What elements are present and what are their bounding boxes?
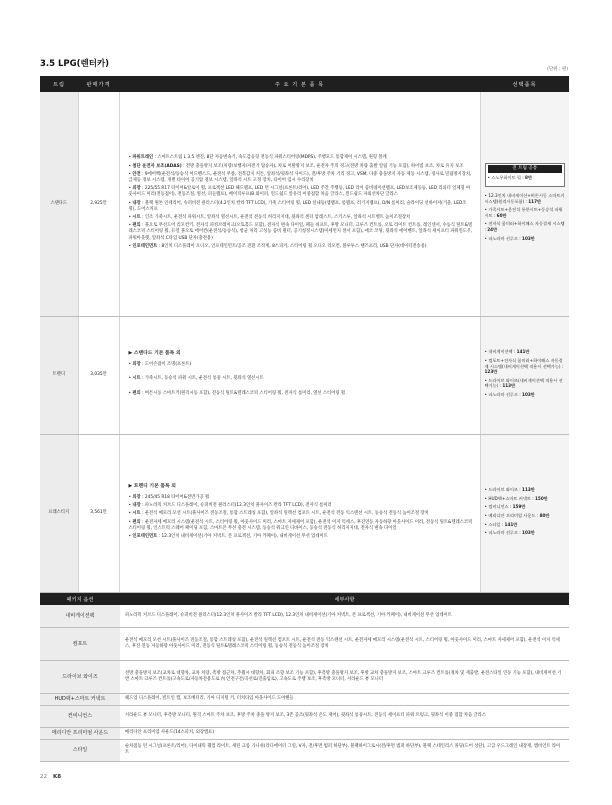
option-item: • 파노라마 선루프 : 103만 <box>484 530 535 536</box>
package-row <box>40 705 569 727</box>
trim-name: 트렌디 <box>40 316 78 434</box>
trim-price: 2,925만 <box>78 92 119 316</box>
spec-item: • 시트 : 운전석 메모리 모션 시트(풀사이즈 전동조절, 통합 스트레칭 포함), 앞좌석 릴렉션 컴포트 시트, 운전석 전동 익스텐션 시트, 동승석 전동식 높이조절 장치 <box>128 511 429 517</box>
package-row <box>40 727 569 739</box>
spec-item: • 편의 : 버튼시동 스마트키(원격시동 포함), 전동식 틸트&텔레스코픽 스티어링 휠, 전자식 룸미러, 열선 스티어링 휠 <box>128 390 346 396</box>
header-options: 선택품목 <box>480 76 569 92</box>
option-item: • 드라이브 와이즈 : 113만 <box>484 487 535 493</box>
option-item: • 스노우화이트 펄 : 8만 <box>487 175 533 181</box>
common-option-box <box>485 163 566 187</box>
package-header-row <box>40 593 569 605</box>
spec-list <box>119 434 480 592</box>
spec-list <box>119 92 480 316</box>
option-item: • 파노라마 선루프 : 103만 <box>484 235 535 241</box>
option-item: • 전자식 룸미러+하이패스 자동결제 시스템 : 24만 <box>484 221 565 232</box>
option-item: • 메리디안 프리미엄 사운드 : 80만 <box>484 513 550 518</box>
table-header-row <box>40 76 569 92</box>
page-footer <box>40 774 61 780</box>
package-name: 메리디안 프리미엄 사운드 <box>40 727 120 739</box>
option-item: • HUD팩+스마트 커넥트 : 150만 <box>484 495 548 501</box>
unit-note: (단위 : 원) <box>547 67 568 72</box>
option-item: • 12.3인치 내비게이션+버튼시동 스마트키 시스템(원격시동포함) : 117만 <box>484 193 565 204</box>
option-list <box>480 434 569 592</box>
package-row <box>40 660 569 693</box>
header-spec: 주 요 기 본 품 목 <box>119 76 480 92</box>
trim-spec-table <box>40 76 569 593</box>
spec-item: • 시트 : 인조 가죽시트, 운전석 파워시트, 앞좌석 열선시트, 운전석 전동식 허리지지대, 뒷좌석 센터 암레스트, 스키스루, 앞좌석 시트벨트 높이조절장치 <box>128 215 411 221</box>
spec-item: • 내장 : 파노라믹 커브드 디스플레이, 슈퍼비전 클러스터(12.3인치 풀사이즈 칼라 TFT LCD), 전자식 룸미러 <box>128 503 332 509</box>
header-detail: 세부사항 <box>120 593 569 605</box>
spec-item: • 시트 : 가죽시트, 동승석 파워 시트, 운전석 통풍 시트, 뒷좌석 열선시트 <box>128 376 264 382</box>
spec-item: • 편의 : 풀오토 무선도어 리모컨키, 전자식 파킹브레이크(오토홀드 포함), 전자식 변속 다이얼, 패들 쉬프트, 후방 모니터, 크루즈 컨트롤, 오토 라이트 컨트롤, 레인센서, 수동식 틸트&텔레스코픽 스티어링 휠, 듀얼 풀오토 에어컨(운전석/동승석), 항균 처리 고성능 콤비 필터, 공기청정시스템(미세먼지 센서 포함), 애코 코팅, 뒷좌석 에어벤트, 앞좌석 세이프티 파워윈도우, 파워아웃렛, 앞좌석 C타입 USB 단자(충전용) <box>128 223 473 241</box>
trim-row-trendy <box>40 316 569 434</box>
package-row <box>40 605 569 627</box>
spec-item: • 인포테인먼트 : 8인치 디스플레이 오디오, 인포테인먼트/공조 전환 조작계, 8스피커, 스티어링 휠 오디오 리모컨, 블루투스 핸즈프리, USB 단자(데이터전송용) <box>128 243 427 249</box>
trim-row-prestige <box>40 434 569 592</box>
trim-price: 3,561만 <box>78 434 119 592</box>
header-trim: 트림 <box>40 76 78 92</box>
model-name: K8 <box>53 774 62 780</box>
option-item: • 파노라마 선루프 : 103만 <box>484 391 535 397</box>
package-detail: 메리디안 프리미엄 사운드(14스피커, 외장앰프) <box>120 727 569 739</box>
package-name: 컨비니언스 <box>40 705 120 727</box>
option-item: • 스타일 : 141만 <box>484 521 518 527</box>
option-item: • 컴비니언스 : 159만 <box>484 504 526 510</box>
package-detail: 파노라믹 커브드 디스플레이, 슈퍼비전 클러스터(12.3인치 풀사이즈 칼라 TFT LCD), 12.3인치 내비게이션(기아 커넥트, 폰 프로젝션, 기아 카페이), 내비게이션 무선 업데이트 <box>120 605 569 627</box>
spec-item: • 안전 : 9에어백(운전석/동승석 어드밴스드, 운전석 무릎, 전복감지 커튼, 앞좌석/뒷좌석 사이드), 전/후방 주차 거리 경고, VSM, 다중 충돌방지 자동 제동 시스템, 경사로 밀림방지장치, 급제동 경보 시스템, 개별 타이어 공기압 경보 시스템, 앞좌석 시트 고정 장치, 타이어 임시 수리장치 <box>128 171 472 184</box>
package-detail: 운전석 메모리 모션 시트(풀사이즈 전동조절, 통합 스트레칭 포함), 운전석 릴렉션 컴포트 시트, 운전석 전동 익스텐션 시트, 운전자세 메모리 시스템(운전석 시트, 스티어링 휠, 아웃사이드 미러, 스마트 자세제어 포함), 운전석 이지 억세스, 후진 연동 자동하향 아웃사이드 미러, 전동식 틸트&텔레스코픽 스티어링 휠, 동승석 전동식 높이조절 장치 <box>120 627 569 660</box>
spec-list <box>119 316 480 434</box>
spec-intro: ▶ 스탠다드 기본 품목 외 <box>128 351 181 357</box>
option-item: • 가죽시트+운전석 통풍시트+동승석 파워시트 : 60만 <box>484 207 563 218</box>
spec-item: • 첨단 운전자 보조(ADAS) : 전방 충돌방지 보조(차량/보행자/자전거 탑승자), 차로 이탈방지 보조, 운전자 주의 경고(전방 차량 출발 알림 기능 포함), 하이빔 보조, 차로 유지 보조 <box>128 163 464 169</box>
spec-item: • 외장 : 245/45 R18 타이어&전면가공 휠 <box>128 494 210 500</box>
package-name: 드라이브 와이즈 <box>40 660 120 693</box>
option-list <box>480 92 569 316</box>
trim-price: 3,035만 <box>78 316 119 434</box>
common-option-title: 전 트림 공통 <box>488 165 563 173</box>
package-name: 컴포트 <box>40 627 120 660</box>
package-detail: 순차점등 턴 시그널(프론트/리어), 다이내믹 웰컴 라이트, 새틴 크롬 가니쉬(라디에이터 그릴, V자, 전/후면 범퍼 하단부), 블랙하이그로시(전/후면 범퍼 하단부), 블랙 스테인리스 몰딩(도어 상단), 고급 우드그레인 내장재, 앰비언트 라이트 <box>120 739 569 761</box>
spec-item: • 인포테인먼트 : 12.3인치 내비게이션(기아 커넥트, 폰 프로젝션, 기아 카페이), 내비게이션 무선 업데이트 <box>128 534 328 540</box>
spec-item: • 편의 : 운전자세 메모리 시스템(운전석 시트, 스티어링 휠, 아웃사이드 미러, 스마트 자세제어 포함), 운전석 이지 억세스, 후진연동 자동하향 아웃사이드 미러, 전동식 틸트&텔레스코픽 스티어링 휠, 인스트럭 스퀘어 페이딩 포함, 스마트폰 무선 충전 시스템, 동승석 워크인 디바이스, 동승석 전동식 허리지지대, 전자식 변속 다이얼 <box>128 519 473 531</box>
package-name: HUD팩+스마트 커넥트 <box>40 693 120 705</box>
package-row <box>40 627 569 660</box>
trim-name: 스탠다드 <box>40 92 78 316</box>
header-price: 판매가격 <box>78 76 119 92</box>
package-detail: 서라운드 뷰 모니터, 후측방 모니터, 원격 스마트 주차 보조, 후방 주차 충돌 방지 보조, 3존 공조(뒷좌석 온도 제어), 뒷좌석 통풍시트, 전동식 세이프티 파워 트렁크, 뒷좌석 이중 접합 차음 글라스 <box>120 705 569 727</box>
package-name: 내비게이션팩 <box>40 605 120 627</box>
option-item: • 드라이브 와이즈(내비게이션팩 적용시 선택가능) : 113만 <box>484 377 563 389</box>
option-list <box>480 316 569 434</box>
package-row <box>40 739 569 761</box>
trim-name: 프레스티지 <box>40 434 78 592</box>
section-title: 3.5 LPG(렌터카) <box>40 59 110 69</box>
package-detail: 헤드업 디스플레이, 빌트인 캠, 보조배터리, 기아 디지털 키, 터치타입 아웃사이드 도어핸들 <box>120 693 569 705</box>
header-package: 패키지 옵션 <box>40 593 120 605</box>
page-number: 22 <box>40 774 47 780</box>
spec-item: • 외장 : 도어손잡이 조명(프론트) <box>128 362 192 368</box>
package-row <box>40 693 569 705</box>
package-detail: 전방 충돌방지 보조(교차로 대향차, 교차 차량, 측방 접근차, 추월시 대향차, 회피 조향 보조 기능 포함), 후측방 충돌방지 보조, 후방 교차 충돌방지 보조, 스마트 크루즈 컨트롤(정차 및 재출발, 운전스타일 연동 기능 포함), 내비게이션 기반 스마트 크루즈 컨트롤(고속도로/자동차전용도로 內 안전구간/곡선로/진출입로), 고속도로 주행 보조, 후측방 모니터, 서라운드 뷰 모니터 <box>120 660 569 693</box>
option-item: • 내비게이션팩 : 141만 <box>484 349 530 355</box>
spec-item: • 파워트레인 : 스마트스트림 L 3.5 엔진, 8단 자동변속기, 속도감응형 전동식 파워스티어링(MDPS), 주행모드 통합제어 시스템, 원형 볼케 <box>128 155 387 161</box>
spec-item: • 내장 : 블랙 원톤 인테리어, 슈퍼비전 클러스터(4.2인치 칼라 TFT LCD), 가죽 스티어링 휠, LED 실내등(맵램프, 룸램프, 러기지램프), D/N 룸미러, 슬라이딩 선바이저(거울, LED조명), 도어스커프 <box>128 200 467 212</box>
spec-item: • 외장 : 225/55 R17 타이어&알로이 휠, 프로젝션 LED 헤드램프, LED 턴 시그널(프론트/리어), LED 주간 주행등, LED 리어 콤비네이션램프, LED보조제동등, LED 리피터 일체형 아웃사이드 미러(전동접이), 전동조절, 열선, 퍼들램프), 베이직루프(B 와이퍼, 윈드쉴드 앞유리 이중접합 차음 글라스, 윈드쉴드 자외선차단 글라스 <box>128 186 471 198</box>
spec-intro: ▶ 트렌디 기본 품목 외 <box>128 483 176 489</box>
option-item: • 컴포트+전자식 룸미러+하이패스 자동결제 시스템(내비게이션팩 적용시 선택가능) : 123만 <box>484 358 564 375</box>
package-option-table <box>40 593 569 762</box>
trim-row-standard <box>40 92 569 316</box>
package-name: 스타일 <box>40 739 120 761</box>
